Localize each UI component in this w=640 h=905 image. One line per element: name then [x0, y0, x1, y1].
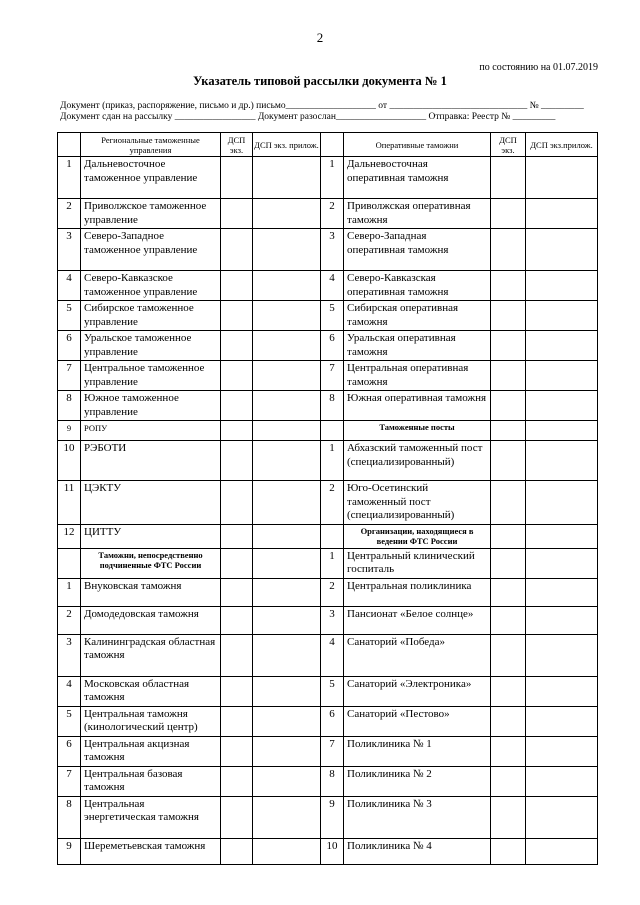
dsp-copies-right-cell — [491, 706, 526, 736]
row-number-left: 5 — [58, 301, 81, 331]
header-num-left — [58, 133, 81, 157]
dsp-copies-right-cell — [491, 481, 526, 525]
operative-customs-name: Уральская оперативная таможня — [344, 331, 491, 361]
operative-customs-name: Поликлиника № 3 — [344, 796, 491, 838]
row-number-right — [321, 421, 344, 441]
dsp-copies-right-cell — [491, 157, 526, 199]
regional-customs-name: Северо-Кавказское таможенное управление — [81, 271, 221, 301]
dsp-copies-right-cell — [491, 838, 526, 864]
dsp-attachments-cell — [253, 301, 321, 331]
dsp-copies-right-cell — [491, 736, 526, 766]
dsp-attachments-right-cell — [526, 706, 598, 736]
page-number: 2 — [316, 30, 324, 45]
row-number-right: 6 — [321, 331, 344, 361]
row-number-left: 8 — [58, 796, 81, 838]
row-number-right: 7 — [321, 736, 344, 766]
regional-customs-name: Дальневосточное таможенное управление — [81, 157, 221, 199]
operative-customs-name: Центральная оперативная таможня — [344, 361, 491, 391]
dsp-attachments-right-cell — [526, 736, 598, 766]
operative-customs-name: Поликлиника № 1 — [344, 736, 491, 766]
dsp-copies-right-cell — [491, 441, 526, 481]
table-row — [58, 578, 598, 606]
operative-customs-name: Сибирская оперативная таможня — [344, 301, 491, 331]
document-title: Указатель типовой рассылки документа № 1 — [193, 74, 447, 88]
header-dsp-attachments-right: ДСП экз.прилож. — [526, 133, 598, 157]
regional-customs-name: Таможни, непосредственно подчиненные ФТС России — [81, 548, 221, 578]
status-date: по состоянию на 01.07.2019 — [479, 62, 598, 73]
row-number-left: 7 — [58, 766, 81, 796]
dsp-attachments-cell — [253, 157, 321, 199]
dsp-attachments-right-cell — [526, 421, 598, 441]
dsp-copies-cell — [221, 524, 253, 548]
dsp-attachments-right-cell — [526, 838, 598, 864]
row-number-right: 2 — [321, 481, 344, 525]
dsp-copies-cell — [221, 271, 253, 301]
table-row — [58, 676, 598, 706]
table-row — [58, 199, 598, 229]
regional-customs-name: Внуковская таможня — [81, 578, 221, 606]
dsp-copies-cell — [221, 481, 253, 525]
regional-customs-name: Приволжское таможенное управление — [81, 199, 221, 229]
operative-customs-name: Организации, находящиеся в ведении ФТС России — [344, 524, 491, 548]
table-row — [58, 706, 598, 736]
dsp-attachments-cell — [253, 199, 321, 229]
dsp-copies-right-cell — [491, 766, 526, 796]
dsp-attachments-cell — [253, 796, 321, 838]
dsp-copies-right-cell — [491, 301, 526, 331]
dsp-copies-right-cell — [491, 199, 526, 229]
operative-customs-name: Центральный клинический госпиталь — [344, 548, 491, 578]
dsp-copies-cell — [221, 796, 253, 838]
table-row — [58, 421, 598, 441]
dsp-copies-cell — [221, 361, 253, 391]
row-number-left: 12 — [58, 524, 81, 548]
row-number-left: 4 — [58, 271, 81, 301]
regional-customs-name: РОПУ — [81, 421, 221, 441]
regional-customs-name: Южное таможенное управление — [81, 391, 221, 421]
dsp-copies-cell — [221, 578, 253, 606]
dsp-attachments-right-cell — [526, 524, 598, 548]
row-number-right: 8 — [321, 391, 344, 421]
dsp-attachments-cell — [253, 736, 321, 766]
table-row — [58, 634, 598, 676]
table-row — [58, 838, 598, 864]
dsp-copies-right-cell — [491, 548, 526, 578]
row-number-left: 2 — [58, 606, 81, 634]
header-dsp-attachments: ДСП экз. прилож. — [253, 133, 321, 157]
dsp-attachments-cell — [253, 331, 321, 361]
dsp-copies-cell — [221, 301, 253, 331]
regional-customs-name: Сибирское таможенное управление — [81, 301, 221, 331]
dsp-copies-cell — [221, 421, 253, 441]
table-row — [58, 157, 598, 199]
operative-customs-name: Пансионат «Белое солнце» — [344, 606, 491, 634]
row-number-left: 11 — [58, 481, 81, 525]
header-dsp-copies: ДСП экз. — [221, 133, 253, 157]
header-line-dispatch: Документ сдан на рассылку _________________ Документ разослан___________________ Отправка: Реестр № _________ — [60, 112, 556, 122]
table-header-row — [58, 133, 598, 157]
table-row — [58, 301, 598, 331]
regional-customs-name: Уральское таможенное управление — [81, 331, 221, 361]
dsp-attachments-cell — [253, 421, 321, 441]
table-row — [58, 524, 598, 548]
row-number-left: 5 — [58, 706, 81, 736]
header-num-right — [321, 133, 344, 157]
regional-customs-name: Калининградская областная таможня — [81, 634, 221, 676]
dsp-attachments-cell — [253, 706, 321, 736]
operative-customs-name: Центральная поликлиника — [344, 578, 491, 606]
header-operative-customs: Оперативные таможни — [344, 133, 491, 157]
dsp-copies-right-cell — [491, 676, 526, 706]
operative-customs-name: Санаторий «Электроника» — [344, 676, 491, 706]
row-number-left: 10 — [58, 441, 81, 481]
regional-customs-name: Северо-Западное таможенное управление — [81, 229, 221, 271]
dsp-attachments-right-cell — [526, 199, 598, 229]
dsp-copies-cell — [221, 229, 253, 271]
dsp-attachments-cell — [253, 838, 321, 864]
dsp-copies-right-cell — [491, 606, 526, 634]
row-number-right: 8 — [321, 766, 344, 796]
table-row — [58, 331, 598, 361]
regional-customs-name: Центральная энергетическая таможня — [81, 796, 221, 838]
dsp-attachments-right-cell — [526, 676, 598, 706]
regional-customs-name: Центральная таможня (кинологический центр) — [81, 706, 221, 736]
dsp-copies-cell — [221, 391, 253, 421]
dsp-copies-cell — [221, 441, 253, 481]
dsp-copies-cell — [221, 199, 253, 229]
operative-customs-name: Дальневосточная оперативная таможня — [344, 157, 491, 199]
row-number-right: 4 — [321, 634, 344, 676]
row-number-right: 3 — [321, 606, 344, 634]
table-row — [58, 229, 598, 271]
dsp-copies-right-cell — [491, 391, 526, 421]
table-row — [58, 441, 598, 481]
dsp-copies-cell — [221, 606, 253, 634]
regional-customs-name: Домодедовская таможня — [81, 606, 221, 634]
dsp-attachments-right-cell — [526, 331, 598, 361]
row-number-right: 7 — [321, 361, 344, 391]
table-row — [58, 606, 598, 634]
dsp-attachments-right-cell — [526, 481, 598, 525]
dsp-attachments-cell — [253, 766, 321, 796]
row-number-left: 1 — [58, 157, 81, 199]
row-number-right: 4 — [321, 271, 344, 301]
operative-customs-name: Южная оперативная таможня — [344, 391, 491, 421]
table-row — [58, 548, 598, 578]
regional-customs-name: Центральная базовая таможня — [81, 766, 221, 796]
row-number-right: 3 — [321, 229, 344, 271]
dsp-copies-right-cell — [491, 578, 526, 606]
row-number-right: 2 — [321, 199, 344, 229]
row-number-left — [58, 548, 81, 578]
dsp-attachments-right-cell — [526, 229, 598, 271]
dsp-attachments-cell — [253, 606, 321, 634]
dsp-attachments-cell — [253, 441, 321, 481]
dsp-attachments-right-cell — [526, 157, 598, 199]
row-number-right: 2 — [321, 578, 344, 606]
dsp-copies-cell — [221, 676, 253, 706]
regional-customs-name: Центральная акцизная таможня — [81, 736, 221, 766]
row-number-right: 1 — [321, 157, 344, 199]
dsp-copies-cell — [221, 736, 253, 766]
row-number-left: 9 — [58, 838, 81, 864]
row-number-left: 9 — [58, 421, 81, 441]
dsp-attachments-right-cell — [526, 796, 598, 838]
operative-customs-name: Северо-Кавказская оперативная таможня — [344, 271, 491, 301]
dsp-copies-cell — [221, 766, 253, 796]
row-number-left: 4 — [58, 676, 81, 706]
dsp-copies-cell — [221, 634, 253, 676]
regional-customs-name: ЦИТТУ — [81, 524, 221, 548]
header-regional-customs: Региональные таможенные управления — [81, 133, 221, 157]
dsp-attachments-right-cell — [526, 391, 598, 421]
row-number-left: 6 — [58, 331, 81, 361]
operative-customs-name: Северо-Западная оперативная таможня — [344, 229, 491, 271]
dsp-copies-cell — [221, 331, 253, 361]
row-number-right: 6 — [321, 706, 344, 736]
row-number-right: 5 — [321, 676, 344, 706]
regional-customs-name: Шереметьевская таможня — [81, 838, 221, 864]
table-row — [58, 796, 598, 838]
regional-customs-name: РЭБОТИ — [81, 441, 221, 481]
dsp-attachments-cell — [253, 676, 321, 706]
row-number-right: 1 — [321, 441, 344, 481]
row-number-left: 3 — [58, 634, 81, 676]
operative-customs-name: Поликлиника № 4 — [344, 838, 491, 864]
dsp-attachments-cell — [253, 391, 321, 421]
dsp-copies-cell — [221, 706, 253, 736]
table-row — [58, 481, 598, 525]
dsp-copies-right-cell — [491, 331, 526, 361]
regional-customs-name: Московская областная таможня — [81, 676, 221, 706]
dsp-copies-right-cell — [491, 361, 526, 391]
dsp-copies-cell — [221, 157, 253, 199]
dsp-attachments-right-cell — [526, 441, 598, 481]
operative-customs-name: Приволжская оперативная таможня — [344, 199, 491, 229]
operative-customs-name: Санаторий «Пестово» — [344, 706, 491, 736]
dsp-copies-right-cell — [491, 271, 526, 301]
dsp-attachments-cell — [253, 229, 321, 271]
row-number-left: 1 — [58, 578, 81, 606]
dsp-attachments-cell — [253, 548, 321, 578]
row-number-right: 5 — [321, 301, 344, 331]
table-row — [58, 766, 598, 796]
row-number-right — [321, 524, 344, 548]
dsp-attachments-cell — [253, 481, 321, 525]
dsp-attachments-right-cell — [526, 548, 598, 578]
header-dsp-copies-right: ДСП экз. — [491, 133, 526, 157]
dsp-attachments-right-cell — [526, 606, 598, 634]
table-row — [58, 271, 598, 301]
dsp-attachments-right-cell — [526, 578, 598, 606]
row-number-left: 6 — [58, 736, 81, 766]
dsp-copies-cell — [221, 548, 253, 578]
distribution-table — [57, 132, 598, 865]
dsp-attachments-right-cell — [526, 301, 598, 331]
row-number-left: 2 — [58, 199, 81, 229]
operative-customs-name: Юго-Осетинский таможенный пост (специализированный) — [344, 481, 491, 525]
dsp-attachments-cell — [253, 578, 321, 606]
dsp-copies-right-cell — [491, 796, 526, 838]
dsp-copies-right-cell — [491, 421, 526, 441]
row-number-right: 1 — [321, 548, 344, 578]
dsp-attachments-right-cell — [526, 634, 598, 676]
row-number-left: 7 — [58, 361, 81, 391]
row-number-left: 3 — [58, 229, 81, 271]
dsp-attachments-cell — [253, 271, 321, 301]
dsp-copies-cell — [221, 838, 253, 864]
table-row — [58, 391, 598, 421]
regional-customs-name: ЦЭКТУ — [81, 481, 221, 525]
row-number-right: 9 — [321, 796, 344, 838]
dsp-attachments-cell — [253, 634, 321, 676]
dsp-attachments-cell — [253, 524, 321, 548]
header-line-document: Документ (приказ, распоряжение, письмо и др.) письмо___________________ от _____________________________ № _________ — [60, 101, 584, 111]
dsp-attachments-right-cell — [526, 766, 598, 796]
dsp-copies-right-cell — [491, 634, 526, 676]
dsp-attachments-right-cell — [526, 361, 598, 391]
operative-customs-name: Поликлиника № 2 — [344, 766, 491, 796]
dsp-copies-right-cell — [491, 229, 526, 271]
regional-customs-name: Центральное таможенное управление — [81, 361, 221, 391]
table-row — [58, 361, 598, 391]
operative-customs-name: Санаторий «Победа» — [344, 634, 491, 676]
dsp-copies-right-cell — [491, 524, 526, 548]
row-number-right: 10 — [321, 838, 344, 864]
operative-customs-name: Таможенные посты — [344, 421, 491, 441]
operative-customs-name: Абхазский таможенный пост (специализированный) — [344, 441, 491, 481]
row-number-left: 8 — [58, 391, 81, 421]
dsp-attachments-cell — [253, 361, 321, 391]
table-row — [58, 736, 598, 766]
dsp-attachments-right-cell — [526, 271, 598, 301]
